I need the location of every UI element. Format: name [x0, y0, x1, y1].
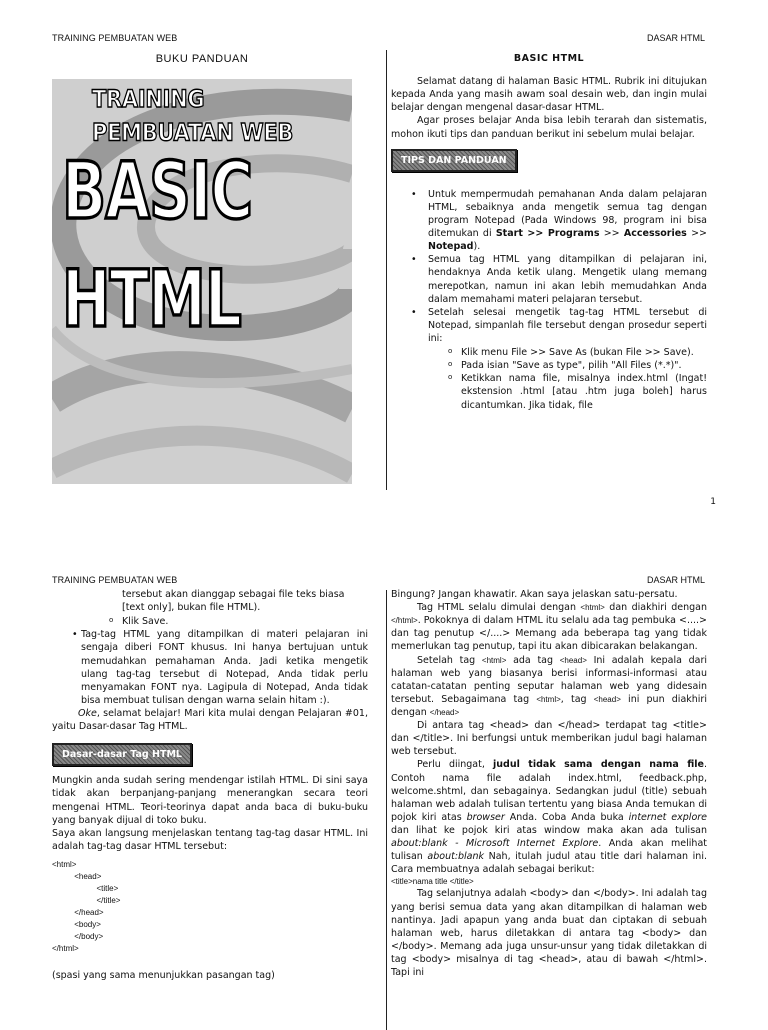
header-left: TRAINING PEMBUATAN WEB [52, 33, 178, 43]
step-item-4: o Klik Save. [52, 615, 368, 628]
intro-paragraph-1: Selamat datang di halaman Basic HTML. Rubrik ini ditujukan kepada Anda yang masih awam soal desain web, dan ingin mulai belajar dengan mengenal dasar-dasar HTML. [391, 76, 707, 114]
oke-paragraph: Oke, selamat belajar! Mari kita mulai dengan Pelajaran #01, yaitu Dasar-dasar Tag HTML. [52, 707, 368, 733]
cover-title-small: TRAINING PEMBUATAN WEB [92, 85, 294, 147]
code-line: </head> [52, 907, 104, 917]
tip-item-3: • Setelah selesai mengetik tag-tag HTML tersebut di Notepad, simpanlah file tersebut dengan prosedur seperti ini: o Klik menu File >> Save As (bukan File >> Save). o Pada isian "Save as type", pilih "All Files (*.*)". o Ketikkan nama file, misalnya index.html (Ingat! ekstension .html [atau .htm juga boleh] harus dicantumkan. Jika tidak, file [391, 306, 707, 412]
code-line: </html> [52, 943, 79, 953]
tips-list [391, 188, 707, 412]
page-2 [0, 558, 768, 1024]
right-title: BASIC HTML [513, 53, 585, 64]
right-column [391, 52, 707, 412]
code-line: <body> [52, 919, 101, 929]
header-left: TRAINING PEMBUATAN WEB [52, 575, 178, 585]
save-steps-list [391, 346, 707, 412]
tip-item-1: • Untuk mempermudah pemahanan Anda dalam pelajaran HTML, sebaiknya anda mengetik semua tag dengan program Notepad (Pada Windows 98, program ini bisa ditemukan di Start >> Programs >> Accessories >> Notepad). [391, 188, 707, 254]
page-number: 1 [710, 497, 716, 507]
left-title: BUKU PANDUAN [155, 53, 249, 65]
step-item-3: o Ketikkan nama file, misalnya index.html (Ingat! ekstension .html [atau .htm juga boleh] harus dicantumkan. Jika tidak, file [391, 372, 707, 411]
section-header-dasar: Dasar-dasar Tag HTML [52, 743, 192, 766]
step-item-2: o Pada isian "Save as type", pilih "All Files (*.*)". [391, 359, 707, 372]
cover-title-large: BASIC HTML [62, 145, 253, 346]
cover-image [52, 79, 352, 484]
header-right: DASAR HTML [646, 33, 705, 43]
right-paragraph-5: Perlu diingat, judul tidak sama dengan nama file. Contoh nama file adalah index.html, feedback.php, welcome.shtml, dan sebagainya. Sedangkan judul (title) sebuah halaman web adalah tulisan tertentu yang biasa Anda temukan di pojok kiri atas browser Anda. Coba Anda buka internet explore dan lihat ke pojok kiri atas window maka akan ada tulisan about:blank - Microsoft Internet Explore. Anda akan melihat tulisan about:blank Nah, itulah judul atau title dari halaman ini. Cara membuatnya adalah sebagai berikut: [391, 759, 708, 876]
code-line: </body> [52, 931, 104, 941]
paragraph-1: Mungkin anda sudah sering mendengar istilah HTML. Di sini saya tidak akan berpanjang-panjang menerangkan secara teori mengenai HTML. Teori-teorinya dapat anda baca di buku-buku yang banyak dijual di toko buku. [52, 775, 368, 826]
left-column [52, 52, 352, 484]
paragraph-2: Saya akan langsung menjelaskan tentang tag-tag dasar HTML. Ini adalah tag-tag dasar HTML tersebut: [52, 827, 368, 852]
right-paragraph-3: Setelah tag <html> ada tag <head> Ini adalah kepala dari halaman web yang biasanya berisi informasi-informasi atau catatan-catatan penting seputar halaman web yang didesain tersebut. Sebagaimana tag <html>, tag <head> ini pun diakhiri dengan </head> [391, 654, 708, 718]
right-paragraph-6: Tag selanjutnya adalah <body> dan </body>. Ini adalah tag yang berisi semua data yang akan ditampilkan di halaman web nantinya. Jadi apapun yang anda buat dan ciptakan di sebuah halaman web, harus diletakkan di antara tag <body> dan </body>. Memang ada juga unsur-unsur yang tidak diletakkan di tag <body> misalnya di tag <head>, atau di bawah </html>. Tapi ini [391, 888, 707, 979]
right-paragraph-1: Bingung? Jangan khawatir. Akan saya jelaskan satu-persatu. [391, 589, 678, 600]
header-right: DASAR HTML [646, 575, 705, 585]
html-code-block [52, 859, 368, 955]
section-header-tips: TIPS DAN PANDUAN [391, 149, 517, 172]
tips-list-continued [52, 628, 368, 707]
tip-item-2: • Semua tag HTML yang ditampilkan di pelajaran ini, hendaknya Anda ketik ulang. Mengetik ulang memang merepotkan, namun ini akan lebih memudahkan Anda dalam memahami materi pelajaran tersebut. [391, 253, 707, 305]
spasi-note: (spasi yang sama menunjukkan pasangan tag) [52, 969, 275, 981]
right-column [391, 588, 707, 979]
tip-item-4: • Tag-tag HTML yang ditampilkan di materi pelajaran ini sengaja diberi FONT khusus. Ini hanya bertujuan untuk memudahkan pemahaman Anda. Jadi ketika mengetik ulang tag-tag tersebut di Notepad, Anda tidak perlu menyamakan FONT nya. Lagipula di Notepad, Anda tidak bisa membuat tulisan dengan warna selain hitam :). [52, 628, 368, 707]
step-item-1: o Klik menu File >> Save As (bukan File >> Save). [391, 346, 707, 359]
column-divider [386, 50, 387, 490]
code-line: <title> [52, 883, 119, 893]
save-steps-continued [52, 615, 368, 628]
continued-text: tersebut akan dianggap sebagai file teks biasa [text only], bukan file HTML). [122, 589, 345, 614]
column-divider [386, 590, 387, 1030]
title-code-example: <title>nama title </title> [391, 877, 474, 887]
code-line: <head> [52, 871, 102, 881]
intro-paragraph-2: Agar proses belajar Anda bisa lebih terarah dan sistematis, mohon ikuti tips dan panduan berikut ini sebelum mulai belajar. [391, 115, 707, 140]
left-column [52, 588, 368, 982]
right-paragraph-2: Tag HTML selalu dimulai dengan <html> dan diakhiri dengan </html>. Pokoknya di dalam HTML itu selalu ada tag pembuka <....> dan tag penutup </....> Memang ada beberapa tag yang tidak memerlukan tag penutup, tapi itu akan dibicarakan belakangan. [391, 602, 707, 653]
code-line: </title> [52, 895, 121, 905]
right-paragraph-4: Di antara tag <head> dan </head> terdapat tag <title> dan </title>. Ini berfungsi untuk memberikan judul bagi halaman web tersebut. [391, 720, 707, 758]
code-line: <html> [52, 859, 77, 869]
